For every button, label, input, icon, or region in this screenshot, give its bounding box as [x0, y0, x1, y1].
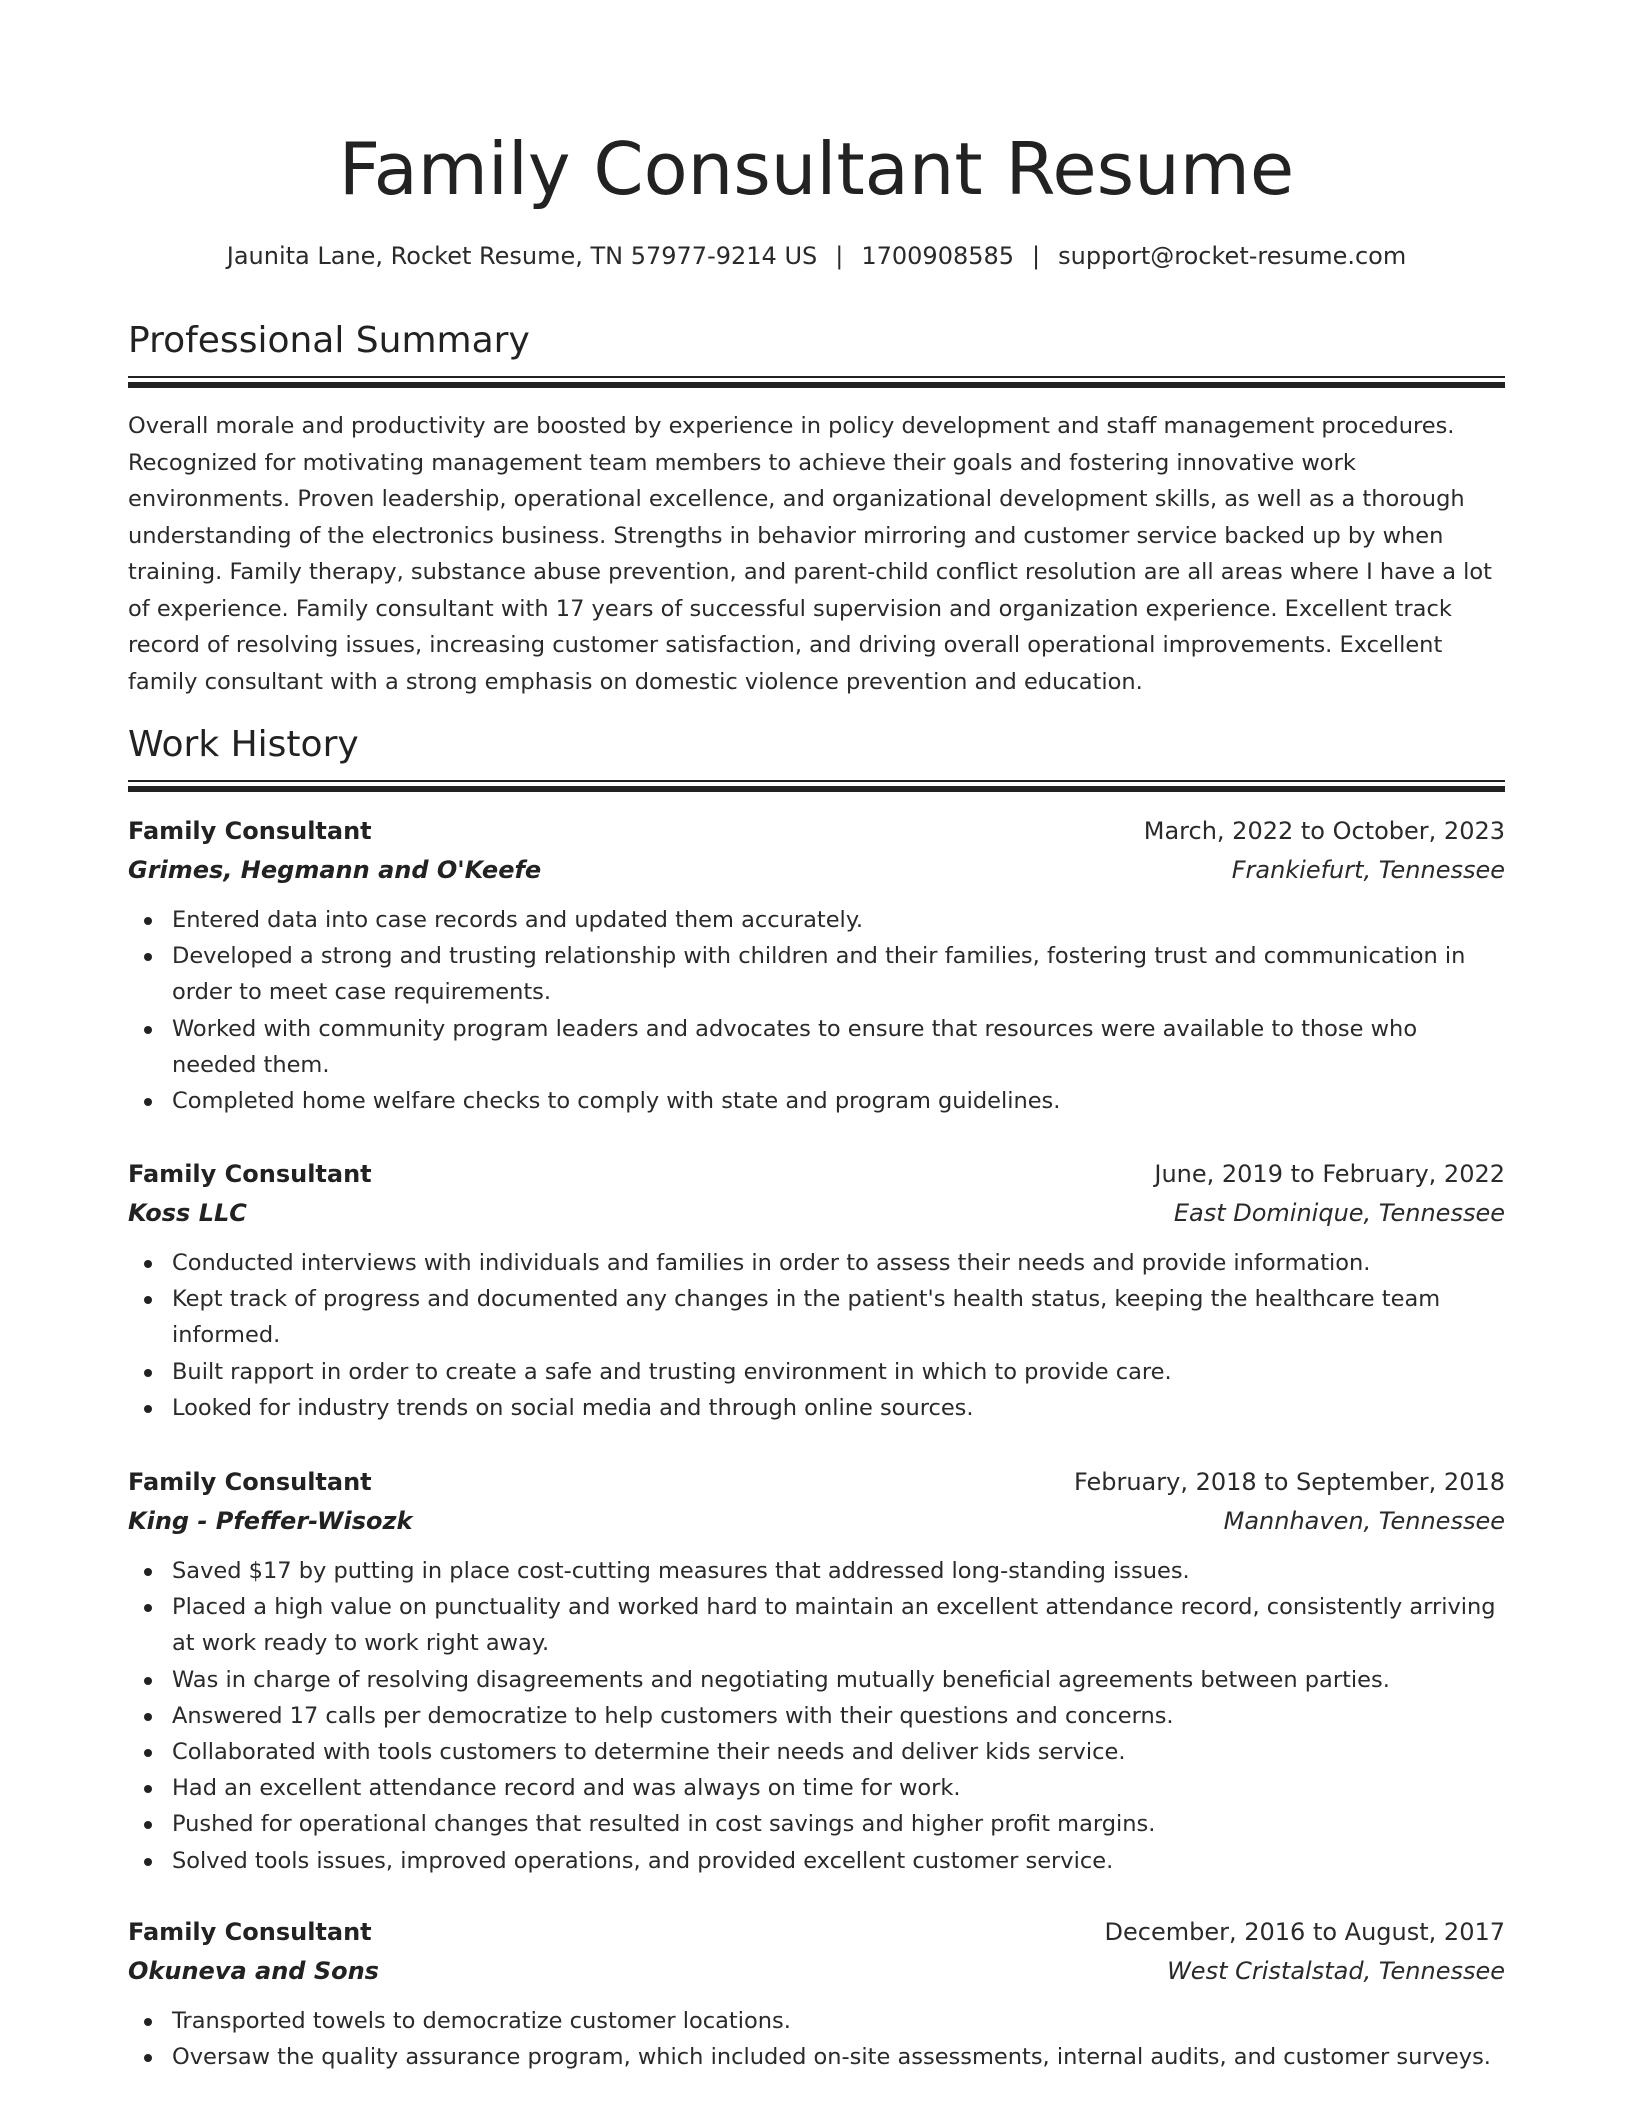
job-bullet: Completed home welfare checks to comply with state and program guidelines. [128, 1083, 1505, 1119]
job-bullet: Collaborated with tools customers to determine their needs and deliver kids service. [128, 1734, 1505, 1770]
job-header-row [128, 812, 1505, 851]
job-title: Family Consultant [128, 1160, 372, 1188]
job-bullet-list [128, 1553, 1505, 1879]
summary-divider-thick [128, 382, 1505, 388]
job-title: Family Consultant [128, 1468, 372, 1496]
job-bullet-list [128, 902, 1505, 1119]
job-location: Frankiefurt, Tennessee [1231, 856, 1505, 884]
work-history-divider-thin [128, 780, 1505, 782]
job-bullet: Answered 17 calls per democratize to help customers with their questions and concerns. [128, 1698, 1505, 1734]
job-title: Family Consultant [128, 1918, 372, 1946]
job-bullet: Transported towels to democratize customer locations. [128, 2003, 1505, 2039]
job-company-row [128, 1502, 1505, 1541]
job-company: King - Pfeffer-Wisozk [128, 1507, 413, 1535]
resume-title: Family Consultant Resume [338, 127, 1295, 211]
job-company-row [128, 1952, 1505, 1991]
job-dates: March, 2022 to October, 2023 [1143, 817, 1505, 845]
job-bullet: Kept track of progress and documented any changes in the patient's health status, keeping the healthcare team informed. [128, 1281, 1505, 1353]
job-dates: June, 2019 to February, 2022 [1154, 1160, 1505, 1188]
job-dates: February, 2018 to September, 2018 [1073, 1468, 1505, 1496]
job-entry [128, 1463, 1505, 1879]
job-bullet: Entered data into case records and updated them accurately. [128, 902, 1505, 938]
contact-phone: 1700908585 [861, 242, 1015, 270]
job-bullet: Worked with community program leaders and advocates to ensure that resources were available to those who needed them. [128, 1011, 1505, 1083]
job-location: Mannhaven, Tennessee [1223, 1507, 1505, 1535]
job-entry [128, 812, 1505, 1119]
job-bullet: Solved tools issues, improved operations, and provided excellent customer service. [128, 1843, 1505, 1879]
job-header-row [128, 1463, 1505, 1502]
contact-separator: | [835, 242, 844, 270]
job-location: West Cristalstad, Tennessee [1167, 1957, 1505, 1985]
job-bullet: Had an excellent attendance record and was always on time for work. [128, 1770, 1505, 1806]
job-header-row [128, 1913, 1505, 1952]
job-title: Family Consultant [128, 817, 372, 845]
work-history-heading: Work History [128, 724, 359, 765]
job-bullet: Placed a high value on punctuality and worked hard to maintain an excellent attendance record, consistently arriving at work ready to work right away. [128, 1589, 1505, 1661]
job-company: Koss LLC [128, 1199, 247, 1227]
job-bullet: Pushed for operational changes that resulted in cost savings and higher profit margins. [128, 1806, 1505, 1842]
job-bullet: Was in charge of resolving disagreements and negotiating mutually beneficial agreements between parties. [128, 1662, 1505, 1698]
job-company: Okuneva and Sons [128, 1957, 379, 1985]
contact-address: Jaunita Lane, Rocket Resume, TN 57977-9214 US [226, 242, 818, 270]
job-header-row [128, 1155, 1505, 1194]
summary-text: Overall morale and productivity are boosted by experience in policy development and staff management procedures. Recognized for motivating management team members to achieve their goals and fostering innovative work environments. Proven leadership, operational excellence, and organizational development skills, as well as a thorough understanding of the electronics business. Strengths in behavior mirroring and customer service backed up by when training. Family therapy, substance abuse prevention, and parent-child conflict resolution are all areas where I have a lot of experience. Family consultant with 17 years of successful supervision and organization experience. Excellent track record of resolving issues, increasing customer satisfaction, and driving overall operational improvements. Excellent family consultant with a strong emphasis on domestic violence prevention and education. [128, 413, 1493, 695]
job-bullet: Looked for industry trends on social media and through online sources. [128, 1390, 1505, 1426]
contact-email: support@rocket-resume.com [1058, 242, 1407, 270]
job-bullet-list [128, 1245, 1505, 1426]
job-bullet: Built rapport in order to create a safe and trusting environment in which to provide care. [128, 1354, 1505, 1390]
job-bullet: Conducted interviews with individuals and families in order to assess their needs and provide information. [128, 1245, 1505, 1281]
job-entry [128, 1913, 1505, 2075]
job-bullet: Developed a strong and trusting relationship with children and their families, fostering trust and communication in order to meet case requirements. [128, 938, 1505, 1010]
contact-line [128, 238, 1505, 274]
summary-divider-thin [128, 376, 1505, 378]
job-bullet: Oversaw the quality assurance program, which included on-site assessments, internal audits, and customer surveys. [128, 2039, 1505, 2075]
job-location: East Dominique, Tennessee [1173, 1199, 1505, 1227]
job-bullet: Saved $17 by putting in place cost-cutting measures that addressed long-standing issues. [128, 1553, 1505, 1589]
contact-separator: | [1032, 242, 1041, 270]
job-company-row [128, 851, 1505, 890]
job-company-row [128, 1194, 1505, 1233]
job-entry [128, 1155, 1505, 1426]
summary-heading: Professional Summary [128, 320, 530, 361]
job-dates: December, 2016 to August, 2017 [1104, 1918, 1505, 1946]
work-history-divider-thick [128, 786, 1505, 792]
job-bullet-list [128, 2003, 1505, 2075]
job-company: Grimes, Hegmann and O'Keefe [128, 856, 542, 884]
